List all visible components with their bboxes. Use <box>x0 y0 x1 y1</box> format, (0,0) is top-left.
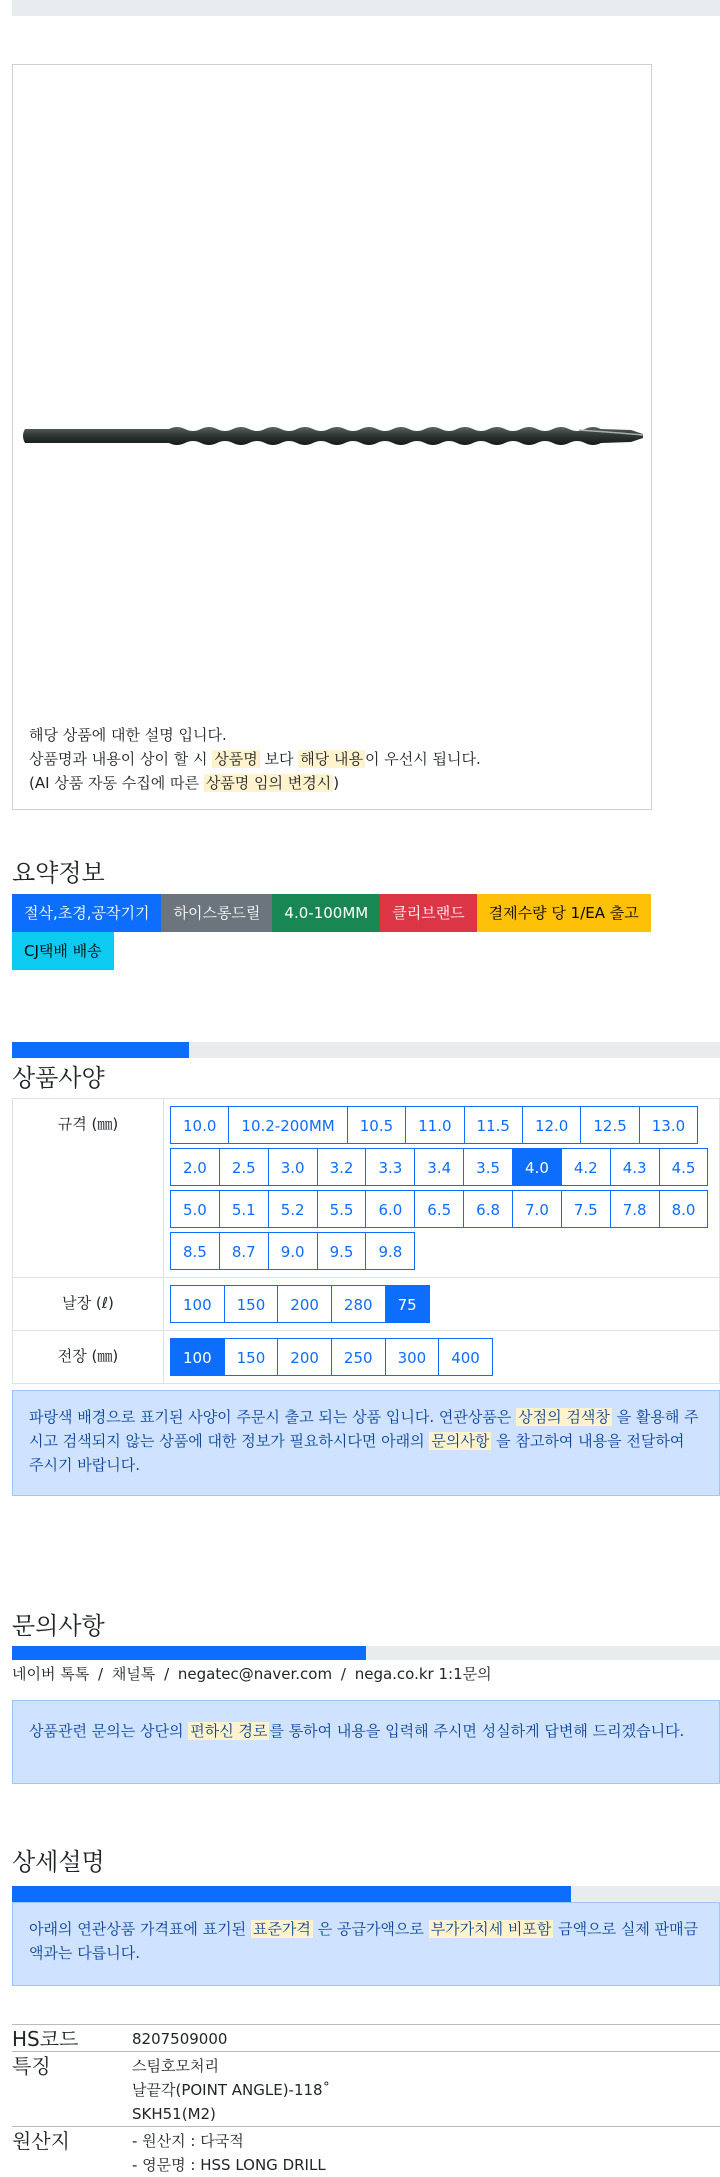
origin-item: - 원산지 : 다국적 <box>132 2129 720 2153</box>
top-progress-bar <box>12 0 720 16</box>
spec-option-button[interactable]: 3.0 <box>268 1148 318 1186</box>
spec-row <box>13 1278 720 1331</box>
inquiry-notice <box>12 1700 720 1784</box>
spec-option-button[interactable]: 75 <box>385 1285 430 1323</box>
highlight-search-box: 상점의 검색창 <box>516 1408 612 1426</box>
spec-option-button[interactable]: 4.3 <box>610 1148 660 1186</box>
notice-text: 상품관련 문의는 상단의 <box>29 1722 183 1740</box>
spec-progress-fill <box>12 1042 189 1058</box>
feature-row <box>12 2052 720 2127</box>
spec-option-button[interactable]: 100 <box>170 1338 225 1376</box>
notice-text: 를 통하여 내용을 입력해 주시면 성실하게 답변해 드리겠습니다. <box>269 1722 684 1740</box>
spec-option-button[interactable]: 200 <box>277 1338 332 1376</box>
highlight-product-name: 상품명 <box>212 750 259 768</box>
inquiry-link[interactable]: 채널톡 <box>112 1665 155 1683</box>
detail-notice <box>12 1902 720 1986</box>
inquiry-title: 문의사항 <box>12 1606 720 1646</box>
inquiry-link[interactable]: negatec@naver.com <box>178 1665 332 1683</box>
spec-row-label: 규격 (㎜) <box>13 1099 164 1278</box>
detail-progress-fill <box>12 1886 571 1902</box>
spec-option-button[interactable]: 3.2 <box>317 1148 367 1186</box>
notice-text: 파랑색 배경으로 표기된 사양이 주문시 출고 되는 상품 입니다. 연관상품은 <box>29 1408 511 1426</box>
spec-option-button[interactable]: 100 <box>170 1285 225 1323</box>
spec-option-button[interactable]: 3.5 <box>463 1148 513 1186</box>
spec-option-button[interactable]: 7.0 <box>512 1190 562 1228</box>
spec-option-button[interactable]: 10.0 <box>170 1106 229 1144</box>
spec-option-button[interactable]: 6.5 <box>414 1190 464 1228</box>
spec-option-button[interactable]: 12.5 <box>580 1106 639 1144</box>
origin-row <box>12 2127 720 2177</box>
spec-options-cell <box>164 1099 720 1278</box>
hs-info-table <box>12 2024 720 2177</box>
spec-option-button[interactable]: 5.2 <box>268 1190 318 1228</box>
description-text: 이 우선시 됩니다. <box>365 750 481 768</box>
summary-badge: 결제수량 당 1/EA 출고 <box>477 894 651 932</box>
summary-badge: 하이스롱드릴 <box>161 894 272 932</box>
description-line-1: 해당 상품에 대한 설명 입니다. <box>29 723 481 747</box>
spec-option-button[interactable]: 8.5 <box>170 1232 220 1270</box>
inquiry-link[interactable]: nega.co.kr 1:1문의 <box>355 1665 492 1683</box>
description-text: 상품명과 내용이 상이 할 시 <box>29 750 207 768</box>
spec-option-button[interactable]: 11.0 <box>405 1106 464 1144</box>
spec-option-button[interactable]: 8.7 <box>219 1232 269 1270</box>
spec-option-button[interactable]: 12.0 <box>522 1106 581 1144</box>
summary-badges <box>12 894 720 970</box>
notice-text: 아래의 연관상품 가격표에 표기된 <box>29 1920 246 1938</box>
spec-option-button[interactable]: 4.0 <box>512 1148 562 1186</box>
detail-progress-bar <box>12 1886 720 1902</box>
summary-title: 요약정보 <box>12 856 720 890</box>
highlight-name-change: 상품명 임의 변경시 <box>204 774 333 792</box>
spec-option-button[interactable]: 13.0 <box>639 1106 698 1144</box>
spec-option-button[interactable]: 150 <box>224 1285 279 1323</box>
spec-option-button[interactable]: 5.5 <box>317 1190 367 1228</box>
hs-code-label: HS코드 <box>12 2025 132 2052</box>
product-description <box>29 723 481 795</box>
highlight-inquiry: 문의사항 <box>429 1432 491 1450</box>
feature-item: 날끝각(POINT ANGLE)-118˚ <box>132 2078 720 2102</box>
spec-option-button[interactable]: 7.5 <box>561 1190 611 1228</box>
inquiry-link[interactable]: 네이버 톡톡 <box>12 1665 89 1683</box>
highlight-content: 해당 내용 <box>298 750 365 768</box>
inquiry-progress-fill <box>12 1646 366 1660</box>
spec-option-button[interactable]: 11.5 <box>464 1106 523 1144</box>
spec-option-button[interactable]: 200 <box>277 1285 332 1323</box>
spec-progress-bar <box>12 1042 720 1058</box>
spec-option-button[interactable]: 280 <box>331 1285 386 1323</box>
spec-option-button[interactable]: 400 <box>438 1338 493 1376</box>
spec-option-button[interactable]: 10.2-200MM <box>228 1106 347 1144</box>
inquiry-progress-bar <box>12 1646 720 1660</box>
spec-table <box>12 1098 720 1384</box>
spec-option-button[interactable]: 8.0 <box>659 1190 709 1228</box>
notice-text: 을 활용해 주시고 검색되지 않는 상품에 대한 정보가 필요하시다면 아래의 <box>29 1408 699 1450</box>
spec-option-button[interactable]: 7.8 <box>610 1190 660 1228</box>
spec-options-cell <box>164 1278 720 1331</box>
spec-option-button[interactable]: 6.0 <box>365 1190 415 1228</box>
spec-option-group <box>164 1278 719 1330</box>
spec-notice <box>12 1390 720 1496</box>
spec-option-button[interactable]: 9.8 <box>365 1232 415 1270</box>
spec-option-button[interactable]: 9.5 <box>317 1232 367 1270</box>
feature-list <box>132 2052 720 2127</box>
summary-badge: CJ택배 배송 <box>12 932 114 970</box>
feature-label: 특징 <box>12 2052 132 2127</box>
product-drill-image <box>19 420 649 450</box>
spec-title: 상품사양 <box>12 1058 720 1098</box>
spec-option-button[interactable]: 9.0 <box>268 1232 318 1270</box>
spec-option-button[interactable]: 300 <box>385 1338 440 1376</box>
feature-item: 스팀호모처리 <box>132 2054 720 2078</box>
notice-text: 금액으로 실제 판매금액과는 다릅니다. <box>29 1920 698 1962</box>
description-text: 보다 <box>265 750 294 768</box>
summary-badge: 클리브랜드 <box>380 894 476 932</box>
spec-option-group <box>164 1331 719 1383</box>
detail-title: 상세설명 <box>12 1842 720 1882</box>
spec-row <box>13 1099 720 1278</box>
link-separator: / <box>93 1665 108 1683</box>
spec-row <box>13 1331 720 1384</box>
description-text: (AI 상품 자동 수집에 따른 <box>29 774 199 792</box>
spec-option-group <box>164 1099 710 1277</box>
hs-code-row <box>12 2025 720 2052</box>
spec-option-button[interactable]: 10.5 <box>347 1106 406 1144</box>
spec-option-button[interactable]: 6.8 <box>463 1190 513 1228</box>
highlight-standard-price: 표준가격 <box>251 1920 313 1938</box>
spec-option-button[interactable]: 2.0 <box>170 1148 220 1186</box>
inquiry-links <box>12 1660 720 1688</box>
spec-option-button[interactable]: 4.2 <box>561 1148 611 1186</box>
spec-options-cell <box>164 1331 720 1384</box>
link-separator: / <box>159 1665 174 1683</box>
description-line-2 <box>29 747 481 771</box>
spec-row-label: 전장 (㎜) <box>13 1331 164 1384</box>
spec-option-button[interactable]: 5.0 <box>170 1190 220 1228</box>
origin-item: - 영문명 : HSS LONG DRILL <box>132 2153 720 2177</box>
summary-badge: 4.0-100MM <box>272 894 380 932</box>
feature-item: SKH51(M2) <box>132 2102 720 2126</box>
spec-option-button[interactable]: 3.3 <box>365 1148 415 1186</box>
notice-text: 은 공급가액으로 <box>318 1920 424 1938</box>
spec-option-button[interactable]: 3.4 <box>414 1148 464 1186</box>
hs-code-value: 8207509000 <box>132 2025 720 2052</box>
product-image-frame <box>12 64 652 810</box>
spec-option-button[interactable]: 2.5 <box>219 1148 269 1186</box>
spec-row-label: 날장 (ℓ) <box>13 1278 164 1331</box>
notice-text: 을 참고하여 내용을 전달하여 주시기 바랍니다. <box>29 1432 684 1474</box>
description-line-3 <box>29 771 481 795</box>
summary-badge: 절삭,초경,공작기기 <box>12 894 161 932</box>
highlight-route: 편하신 경로 <box>188 1722 269 1740</box>
spec-option-button[interactable]: 5.1 <box>219 1190 269 1228</box>
spec-option-button[interactable]: 250 <box>331 1338 386 1376</box>
spec-option-button[interactable]: 4.5 <box>659 1148 709 1186</box>
origin-list <box>132 2127 720 2177</box>
description-text: ) <box>333 774 339 792</box>
highlight-vat-excluded: 부가가치세 비포함 <box>429 1920 554 1938</box>
origin-label: 원산지 <box>12 2127 132 2177</box>
link-separator: / <box>336 1665 351 1683</box>
spec-option-button[interactable]: 150 <box>224 1338 279 1376</box>
